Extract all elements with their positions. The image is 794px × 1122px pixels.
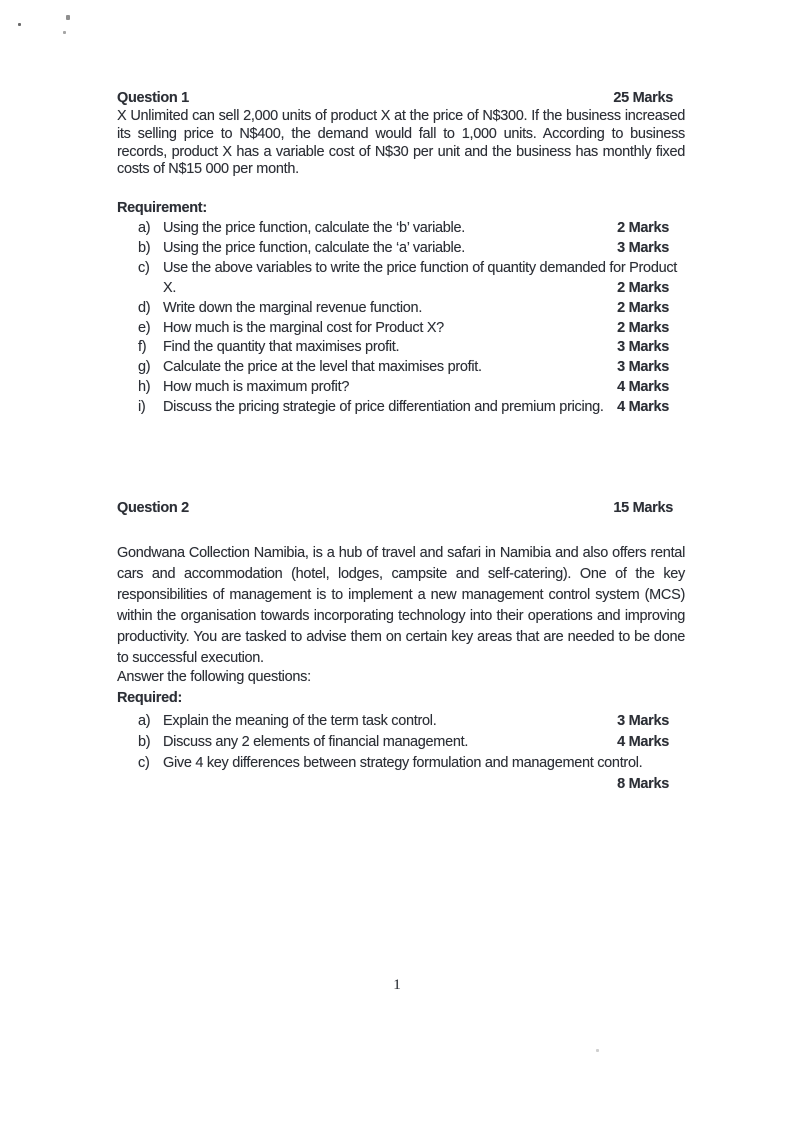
item-text: How much is maximum profit?	[163, 379, 350, 396]
scan-speck	[596, 1049, 599, 1052]
item-marks: 3 Marks	[617, 359, 669, 376]
question2-total-marks: 15 Marks	[613, 500, 673, 516]
question2-intro: Gondwana Collection Namibia, is a hub of travel and safari in Namibia and also offers rental cars and accommodation (hotel, lodges, campsite and self-catering). One of the key responsibilities of management is to implement a new management control system (MCS) within the organisation towards incorporating technology into their operations and improving productivity. You are tasked to advise them on certain key areas that are needed to be done to successful execution.	[117, 545, 685, 667]
item-letter: a)	[138, 220, 151, 236]
item-content	[163, 398, 685, 418]
item-content	[163, 239, 685, 259]
item-content	[163, 732, 685, 753]
requirement-item	[117, 299, 685, 319]
scan-speck	[18, 23, 21, 26]
scan-speck	[63, 31, 66, 34]
item-content	[163, 219, 685, 239]
item-text: Discuss the pricing strategie of price differentiation and premium pricing.	[163, 399, 604, 416]
item-letter: f)	[138, 339, 147, 356]
requirement-item	[117, 319, 685, 339]
item-content	[163, 753, 685, 795]
item-content	[163, 338, 685, 358]
question1-header	[117, 90, 673, 106]
item-marks: 3 Marks	[617, 339, 669, 356]
item-text: Give 4 key differences between strategy formulation and management control.	[163, 755, 643, 771]
item-letter: i)	[138, 399, 146, 416]
requirement-item	[117, 219, 685, 239]
item-marks: 2 Marks	[617, 319, 669, 336]
question2-required-label: Required:	[117, 690, 182, 706]
item-letter: b)	[138, 734, 151, 750]
item-letter: c)	[138, 755, 150, 771]
item-marks: 4 Marks	[617, 399, 669, 416]
scan-speck	[66, 15, 70, 20]
requirement-item	[117, 732, 685, 753]
item-letter: h)	[138, 379, 151, 396]
item-letter: d)	[138, 299, 151, 316]
item-text: Discuss any 2 elements of financial management.	[163, 734, 469, 750]
item-marks: 2 Marks	[617, 299, 669, 316]
question2-answer-prompt: Answer the following questions:	[117, 669, 311, 685]
item-text: Use the above variables to write the price function of quantity demanded for Product X.	[163, 259, 678, 296]
item-text: Using the price function, calculate the ‘b’ variable.	[163, 220, 465, 236]
item-text: How much is the marginal cost for Product X?	[163, 319, 444, 336]
question1-items	[117, 219, 685, 418]
item-content	[163, 378, 685, 398]
item-text: Calculate the price at the level that maximises profit.	[163, 359, 482, 376]
question1-total-marks: 25 Marks	[613, 90, 673, 106]
item-text: Using the price function, calculate the ‘a’ variable.	[163, 239, 465, 256]
question2-header	[117, 500, 673, 516]
item-text: Write down the marginal revenue function.	[163, 299, 423, 316]
item-text: Find the quantity that maximises profit.	[163, 339, 400, 356]
item-marks: 2 Marks	[617, 220, 669, 236]
item-letter: g)	[138, 359, 151, 376]
item-marks: 3 Marks	[617, 239, 669, 256]
requirement-item	[117, 358, 685, 378]
item-marks: 8 Marks	[617, 776, 669, 792]
requirement-item	[117, 711, 685, 732]
item-content	[163, 711, 685, 732]
item-marks: 2 Marks	[617, 279, 669, 296]
item-letter: e)	[138, 319, 151, 336]
requirement-item	[117, 259, 685, 299]
requirement-item	[117, 239, 685, 259]
item-marks: 4 Marks	[617, 379, 669, 396]
item-letter: c)	[138, 259, 150, 276]
item-content	[163, 299, 685, 319]
question2-title: Question 2	[117, 500, 189, 516]
question1-title: Question 1	[117, 90, 189, 106]
requirement-item	[117, 378, 685, 398]
question1-requirement-label: Requirement:	[117, 200, 207, 216]
item-marks: 4 Marks	[617, 734, 669, 750]
question1-intro: X Unlimited can sell 2,000 units of product X at the price of N$300. If the business increased its selling price to N$400, the demand would fall to 1,000 units. According to business records, product X has a variable cost of N$30 per unit and the business has monthly fixed costs of N$15 000 per month.	[117, 108, 685, 178]
item-marks: 3 Marks	[617, 713, 669, 729]
item-content	[163, 319, 685, 339]
question2-items	[117, 711, 685, 795]
page-number: 1	[393, 977, 401, 993]
item-letter: a)	[138, 713, 151, 729]
item-text: Explain the meaning of the term task control.	[163, 713, 437, 729]
item-content	[163, 259, 685, 299]
requirement-item	[117, 398, 685, 418]
requirement-item	[117, 338, 685, 358]
requirement-item	[117, 753, 685, 795]
item-letter: b)	[138, 239, 151, 256]
item-content	[163, 358, 685, 378]
